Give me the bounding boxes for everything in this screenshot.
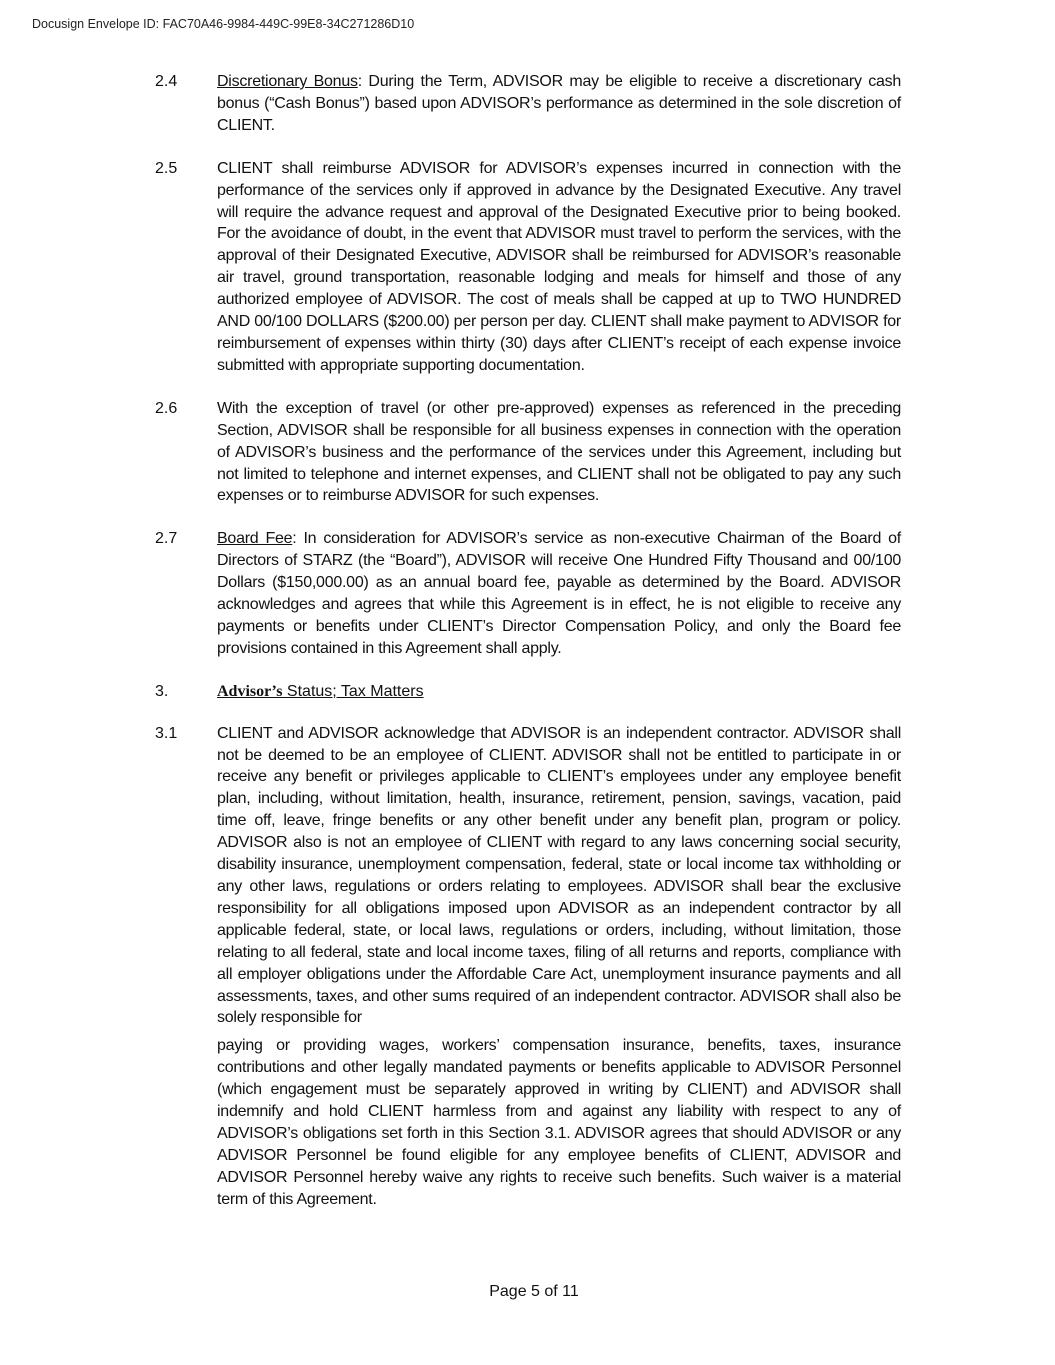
clause-text (217, 398, 901, 508)
section-title-bold: Advisor’s (217, 682, 283, 700)
section-3-heading (155, 681, 901, 703)
clause-number: 2.7 (155, 530, 178, 548)
clause-number: 2.5 (155, 159, 178, 177)
envelope-id-header: Docusign Envelope ID: FAC70A46-9984-449C-99E8-34C271286D10 (32, 17, 415, 31)
clause-paragraph: paying or providing wages, workers’ compensation insurance, benefits, taxes, insurance contributions and other legally mandated payments or benefits applicable to ADVISOR Personnel (which engagement must be separately approved in writing by CLIENT) and ADVISOR shall indemnify and hold CLIENT harmless from and against any liability with respect to any of ADVISOR’s obligations set forth in this Section 3.1. ADVISOR agrees that should ADVISOR or any ADVISOR Personnel be found eligible for any employee benefits of CLIENT, ADVISOR and ADVISOR Personnel hereby waive any rights to receive such benefits. Such waiver is a material term of this Agreement. (217, 1037, 901, 1208)
section-title-rest: Status; Tax Matters (282, 682, 424, 700)
section-number: 3. (155, 682, 169, 700)
clause-content: : In consideration for ADVISOR’s service as non-executive Chairman of the Board of Directors of STARZ (the “Board”), ADVISOR will receive One Hundred Fifty Thousand and 00/100 Dollars ($150,000.00) as an annual board fee, payable as determined by the Board. ADVISOR acknowledges and agrees that while this Agreement is in effect, he is not eligible to receive any payments or benefits under CLIENT’s Director Compensation Policy, and only the Board fee provisions contained in this Agreement shall apply. (217, 530, 901, 657)
section-title (217, 681, 424, 703)
clause-title: Board Fee (217, 530, 293, 548)
clause-text (217, 528, 901, 659)
clause-content: : During the Term, ADVISOR may be eligible to receive a discretionary cash bonus (“Cash Bonus”) based upon ADVISOR’s performance as determined in the sole discretion of CLIENT. (217, 73, 902, 134)
clause-number: 3.1 (155, 724, 178, 742)
clause-text (217, 71, 901, 137)
clause-3-1 (155, 723, 901, 1211)
clause-2-7 (155, 528, 901, 659)
page-number: Page 5 of 11 (489, 1283, 579, 1300)
clause-text (217, 158, 901, 377)
clause-content: With the exception of travel (or other pre-approved) expenses as referenced in the preceding Section, ADVISOR shall be responsible for all business expenses in connection with the operation of ADVISOR’s business and the performance of the services under this Agreement, including but not limited to telephone and internet expenses, and CLIENT shall not be obligated to pay any such expenses or to reimburse ADVISOR for such expenses. (217, 399, 901, 505)
document-body (155, 71, 901, 1232)
clause-2-4 (155, 71, 901, 137)
clause-title: Discretionary Bonus (217, 73, 358, 90)
clause-number: 2.4 (155, 73, 178, 90)
clause-content: CLIENT shall reimburse ADVISOR for ADVISOR’s expenses incurred in connection with the performance of the services only if approved in advance by the Designated Executive. Any travel will require the advance request and approval of the Designated Executive prior to being booked. For the avoidance of doubt, in the event that ADVISOR must travel to perform the services, with the approval of their Designated Executive, ADVISOR shall be reimbursed for ADVISOR’s reasonable air travel, ground transportation, reasonable lodging and meals for himself and those of any authorized employee of ADVISOR. The cost of meals shall be capped at up to TWO HUNDRED AND 00/100 DOLLARS ($200.00) per person per day. CLIENT shall make payment to ADVISOR for reimbursement of expenses within thirty (30) days after CLIENT’s receipt of each expense invoice submitted with appropriate supporting documentation. (217, 159, 901, 374)
clause-2-5 (155, 158, 901, 377)
clause-paragraph: CLIENT and ADVISOR acknowledge that ADVISOR is an independent contractor. ADVISOR shall not be deemed to be an employee of CLIENT. ADVISOR shall not be entitled to participate in or receive any benefit or privileges applicable to CLIENT’s employees under any employee benefit plan, including, without limitation, health, insurance, retirement, pension, savings, vacation, paid time off, leave, fringe benefits or any other benefit under any benefit plan, program or policy. ADVISOR also is not an employee of CLIENT with regard to any laws concerning social security, disability insurance, unemployment compensation, federal, state or local income tax withholding or any other laws, regulations or orders relating to employees. ADVISOR shall bear the exclusive responsibility for all obligations imposed upon ADVISOR as an independent contractor by all applicable federal, state, or local laws, regulations or orders, including, without limitation, those relating to all federal, state and local income taxes, filing of all returns and reports, compliance with all employer obligations under the Affordable Care Act, unemployment insurance payments and all assessments, taxes, and other sums required of an independent contractor. ADVISOR shall also be solely responsible for (217, 724, 901, 1027)
clause-2-6 (155, 398, 901, 508)
clause-number: 2.6 (155, 399, 178, 417)
clause-text (217, 723, 901, 1211)
